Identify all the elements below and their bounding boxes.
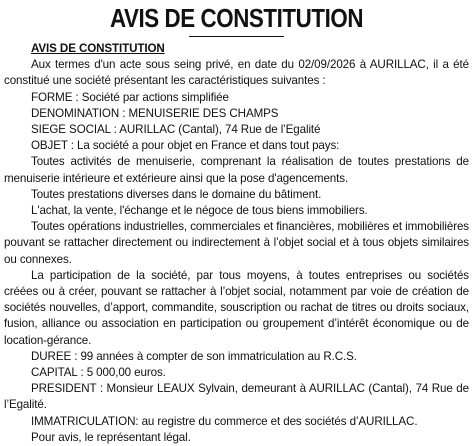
- signature-line: Pour avis, le représentant légal.: [31, 430, 191, 444]
- notice-subheading: AVIS DE CONSTITUTION: [31, 42, 165, 55]
- capital-line: CAPITAL : 5 000,00 euros.: [31, 366, 166, 380]
- duree-line: DUREE : 99 années à compter de son immatriculation au R.C.S.: [31, 349, 357, 363]
- siege-social-line: SIEGE SOCIAL : AURILLAC (Cantal), 74 Rue de l’Egalité: [31, 123, 321, 137]
- objet-menuiserie-paragraph: Toutes activités de menuiserie, comprenant la réalisation de toutes prestations de menuiserie intérieure et extérieure ainsi que la pose d'agencements.: [4, 155, 469, 185]
- notice-body: [4, 41, 469, 446]
- objet-line: OBJET : La société a pour objet en France et dans tout pays:: [31, 139, 340, 153]
- president-paragraph: PRESIDENT : Monsieur LEAUX Sylvain, demeurant à AURILLAC (Cantal), 74 Rue de l’Egalité.: [4, 382, 469, 412]
- objet-batiment-line: Toutes prestations diverses dans le domaine du bâtiment.: [31, 187, 322, 201]
- objet-operations-paragraph: Toutes opérations industrielles, commerciales et financières, mobilières et immobilières pouvant se rattacher directement ou indirectement à l’objet social et à tous objets similaires ou connexes.: [4, 220, 469, 266]
- notice-title: AVIS DE CONSTITUTION: [109, 3, 364, 33]
- immatriculation-line: IMMATRICULATION: au registre du commerce et des sociétés d’AURILLAC.: [31, 414, 418, 428]
- participation-paragraph: La participation de la société, par tous moyens, à toutes entreprises ou sociétés créées ou à créer, pouvant se rattacher à l’objet social, notamment par voie de création de sociétés nouvelles, d’apport, commandite, souscription ou rachat de titres ou droits sociaux, fusion, alliance ou association en participation ou groupement d’intérêt économique ou de location-gérance.: [4, 268, 469, 347]
- objet-immobilier-line: L'achat, la vente, l'échange et le négoce de tous biens immobiliers.: [31, 204, 368, 218]
- title-divider: [189, 36, 284, 37]
- preamble-paragraph: Aux termes d'un acte sous seing privé, en date du 02/09/2026 à AURILLAC, il a été constitué une société présentant les caractéristiques suivantes :: [4, 58, 469, 88]
- denomination-line: DENOMINATION : MENUISERIE DES CHAMPS: [31, 106, 279, 120]
- forme-line: FORME : Société par actions simplifiée: [31, 90, 229, 104]
